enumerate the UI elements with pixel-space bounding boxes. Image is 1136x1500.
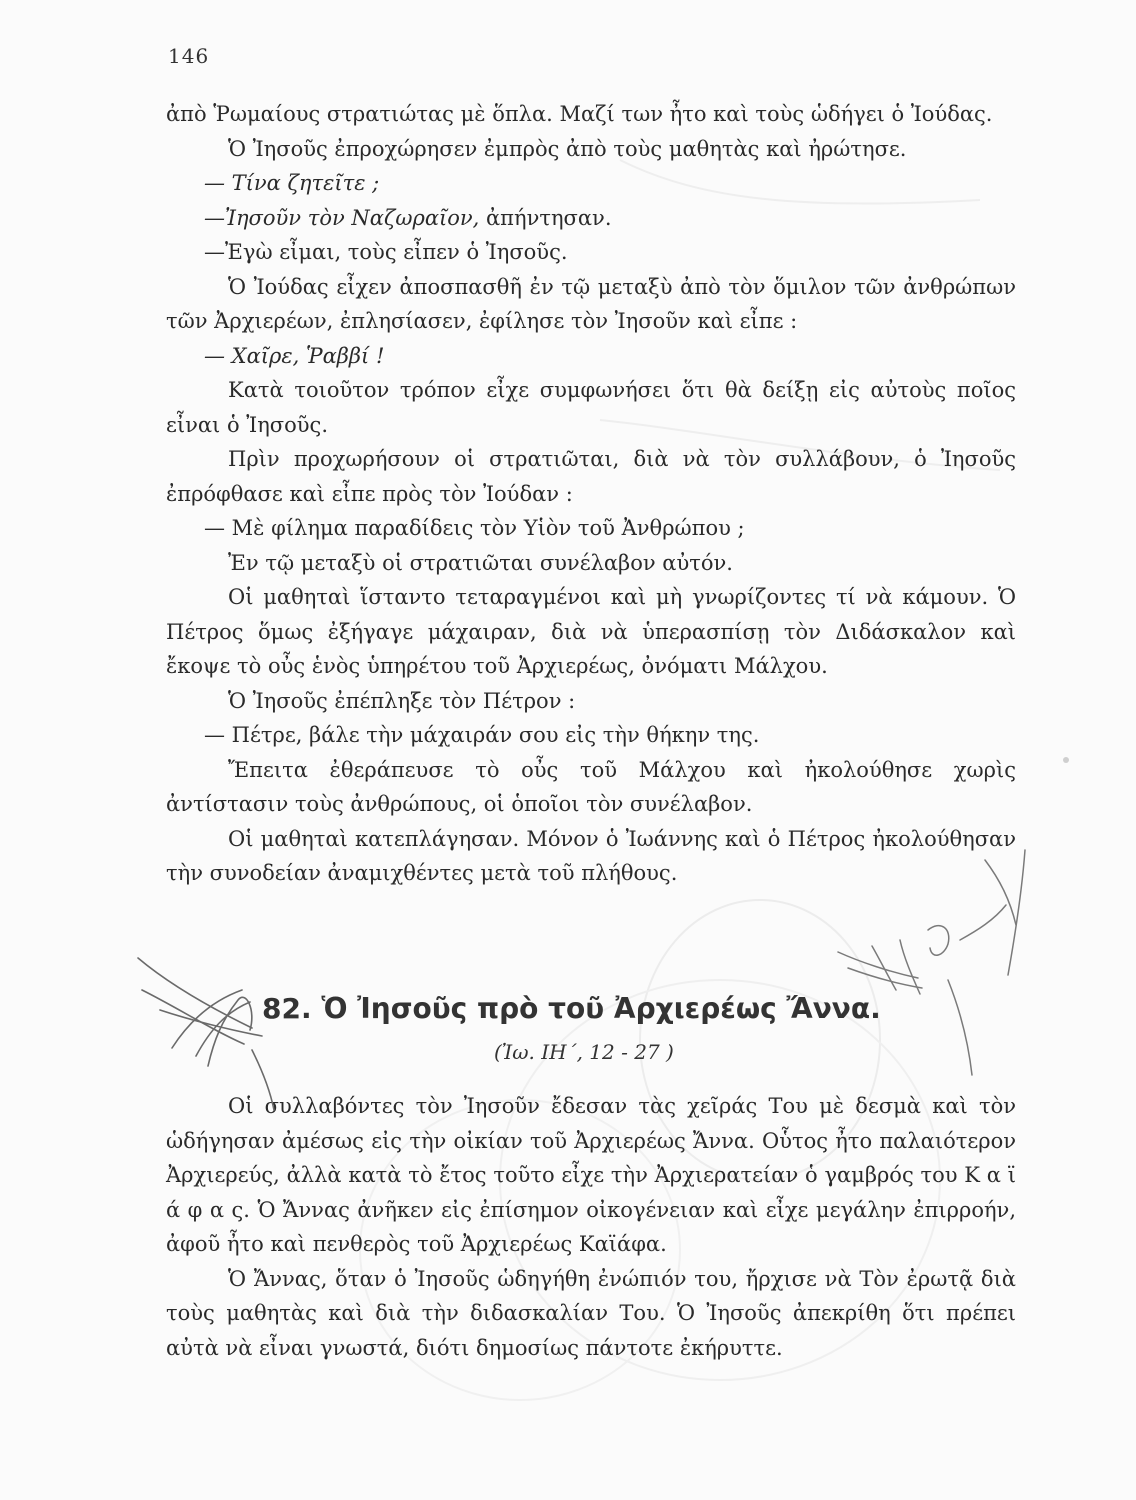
dialogue-line-5: — Μὲ φίλημα παραδίδεις τὸν Υἱὸν τοῦ Ἀνθρώπου ; (204, 516, 745, 540)
scribble-left-icon (138, 958, 274, 1110)
paragraph-10: Οἱ μαθηταὶ κατεπλάγησαν. Μόνον ὁ Ἰωάννης καὶ ὁ Πέτρος ἠκολούθησαν τὴν συνοδείαν ἀναμιχθέντες μετὰ τοῦ πλήθους. (166, 826, 1016, 885)
page-number: 146 (168, 44, 210, 68)
paragraph-3: Ὁ Ἰούδας εἶχεν ἀποσπασθῆ ἐν τῷ μεταξὺ ἀπὸ τὸν ὅμιλον τῶν ἀνθρώπων τῶν Ἀρχιερέων, ἐπλησίασεν, ἐφίλησε τὸν Ἰησοῦν καὶ εἶπε : (166, 274, 1016, 333)
dialogue-line-4: — Χαῖρε, Ῥαββί ! (204, 343, 385, 368)
paragraph-1: ἀπὸ Ῥωμαίους στρατιώτας μὲ ὅπλα. Μαζί των ἦτο καὶ τοὺς ὡδήγει ὁ Ἰούδας. (166, 102, 993, 126)
body-text-lower (166, 1089, 1016, 1365)
paragraph-9: Ἔπειτα ἐθεράπευσε τὸ οὖς τοῦ Μάλχου καὶ ἠκολούθησε χωρὶς ἀντίστασιν τοὺς ἀνθρώπους, οἱ ὁποῖοι τὸν συνέλαβον. (166, 757, 1016, 816)
dialogue-line-2 (166, 201, 1016, 236)
paragraph-11: Οἱ συλλαβόντες τὸν Ἰησοῦν ἔδεσαν τὰς χεῖράς Του μὲ δεσμὰ καὶ τὸν ὡδήγησαν ἀμέσως εἰς τὴν οἰκίαν τοῦ Ἀρχιερέως Ἄννα. Οὗτος ἦτο παλαιότερον Ἀρχιερεύς, ἀλλὰ κατὰ τὸ ἔτος τοῦτο εἶχε τὴν Ἀρχιερατείαν ὁ γαμβρός του Κ α ϊ ά φ α ς. Ὁ Ἄννας ἀνῆκεν εἰς ἐπίσημον οἰκογένειαν καὶ εἶχε μεγάλην ἐπιρροήν, ἀφοῦ ἦτο καὶ πενθερὸς τοῦ Ἀρχιερέως Καϊάφα. (166, 1094, 1016, 1256)
dialogue-line-6: — Πέτρε, βάλε τὴν μάχαιράν σου εἰς τὴν θήκην της. (204, 723, 760, 747)
body-text-upper (166, 97, 1016, 891)
paragraph-7: Οἱ μαθηταὶ ἵσταντο τεταραγμένοι καὶ μὴ γνωρίζοντες τί νὰ κάμουν. Ὁ Πέτρος ὅμως ἐξήγαγε μάχαιραν, διὰ νὰ ὑπερασπίσῃ τὸν Διδάσκαλον καὶ ἔκοψε τὸ οὖς ἑνὸς ὑπηρέτου τοῦ Ἀρχιερέως, ὀνόματι Μάλχου. (166, 585, 1016, 678)
paragraph-8: Ὁ Ἰησοῦς ἐπέπληξε τὸν Πέτρον : (228, 688, 576, 713)
dialogue-line-1: — Τίνα ζητεῖτε ; (204, 171, 380, 195)
dialogue-answer-plain: ἀπήντησαν. (479, 205, 612, 230)
dialogue-line-3: —Ἐγὼ εἶμαι, τοὺς εἶπεν ὁ Ἰησοῦς. (204, 240, 568, 264)
paragraph-5: Πρὶν προχωρήσουν οἱ στρατιῶται, διὰ νὰ τὸν συλλάβουν, ὁ Ἰησοῦς ἐπρόφθασε καὶ εἶπε πρὸς τὸν Ἰούδαν : (166, 447, 1016, 506)
paragraph-4: Κατὰ τοιοῦτον τρόπον εἶχε συμφωνήσει ὅτι θὰ δείξῃ εἰς αὐτοὺς ποῖος εἶναι ὁ Ἰησοῦς. (166, 378, 1016, 437)
paragraph-2: Ὁ Ἰησοῦς ἐπροχώρησεν ἐμπρὸς ἀπὸ τοὺς μαθητὰς καὶ ἠρώτησε. (228, 136, 907, 161)
section-reference: (Ἰω. ΙΗ΄, 12 - 27 ) (494, 1040, 674, 1064)
paragraph-12: Ὁ Ἄννας, ὅταν ὁ Ἰησοῦς ὡδηγήθη ἐνώπιόν του, ἤρχισε νὰ Τὸν ἐρωτᾷ διὰ τοὺς μαθητὰς καὶ διὰ τὴν διδασκαλίαν Του. Ὁ Ἰησοῦς ἀπεκρίθη ὅτι πρέπει αὐτὰ νὰ εἶναι γνωστά, διότι δημοσίως πάντοτε ἐκήρυττε. (166, 1266, 1016, 1360)
section-heading: 82. Ὁ Ἰησοῦς πρὸ τοῦ Ἀρχιερέως Ἄννα. (262, 992, 881, 1025)
dialogue-answer-italic: —Ἰησοῦν τὸν Ναζωραῖον, (204, 205, 480, 230)
paragraph-6: Ἐν τῷ μεταξὺ οἱ στρατιῶται συνέλαβον αὐτόν. (228, 550, 733, 575)
